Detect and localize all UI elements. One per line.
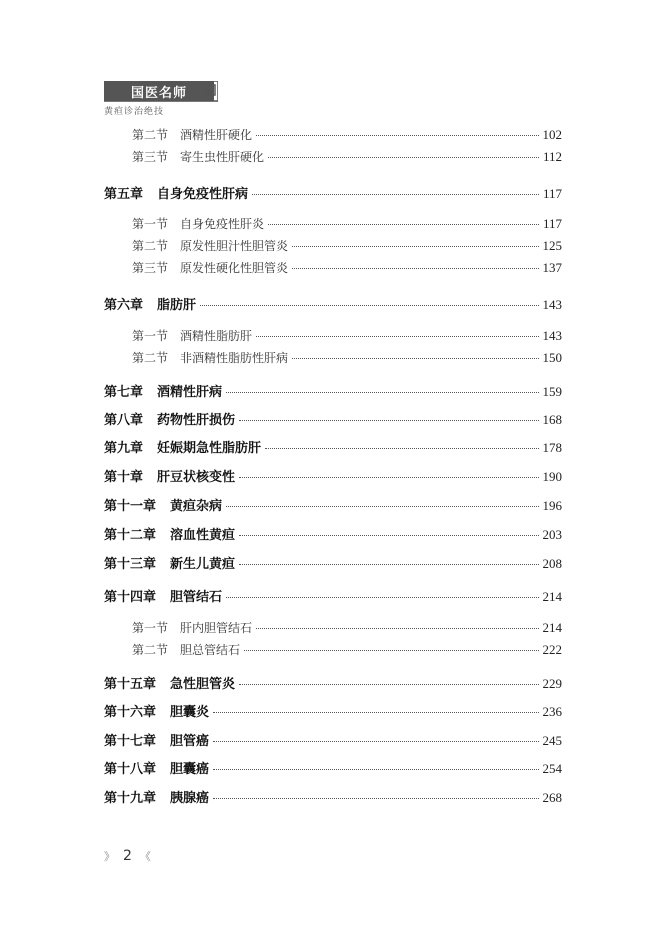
dot-leader [256,135,538,136]
toc-entry-page: 268 [542,790,562,805]
toc-entry-label: 第十章 [104,470,144,485]
header-logo [104,81,214,101]
toc-entry-title: 胆囊炎 [170,705,210,720]
toc-entry-title: 药物性肝损伤 [157,413,236,428]
toc-entry-page: 245 [542,733,562,748]
dot-leader [239,684,538,685]
toc-entry-title: 胆管癌 [170,734,210,749]
dot-leader [256,628,538,629]
toc-entry-label: 第五章 [104,187,144,202]
toc-entry-title: 非酒精性脂肪性肝病 [180,351,289,365]
toc-entry-page: 143 [542,328,562,343]
toc-entry-page: 254 [542,761,562,776]
dot-leader [292,358,538,359]
toc-entry-page: 112 [542,149,562,164]
toc-entry-label: 第三节 [132,150,169,164]
toc-entry-title: 寄生虫性肝硬化 [180,150,265,164]
toc-entry-label: 第十一章 [104,499,157,514]
toc-entry-label: 第二节 [132,128,169,142]
toc-section-entry[interactable] [132,148,562,166]
toc-entry-page: 137 [542,260,562,275]
toc-chapter-entry[interactable] [104,758,562,776]
page-footer [104,848,151,864]
toc-section-entry[interactable] [132,619,562,637]
toc-entry-title: 新生儿黄疸 [170,557,236,572]
toc-entry-page: 125 [542,238,562,253]
toc-chapter-entry[interactable] [104,409,562,427]
toc-entry-label: 第一节 [132,621,169,635]
toc-entry-title: 脂肪肝 [157,298,197,313]
dot-leader [213,741,538,742]
dot-leader [268,224,539,225]
toc-chapter-entry[interactable] [104,466,562,484]
toc-entry-label: 第十七章 [104,734,157,749]
toc-chapter-entry[interactable] [104,787,562,805]
toc-entry-label: 第七章 [104,385,144,400]
dot-leader [226,597,538,598]
footer-right-mark: 《 [139,850,151,863]
header-spiral-ornament [204,81,218,101]
dot-leader [256,336,538,337]
dot-leader [226,392,538,393]
toc-chapter-entry[interactable] [104,381,562,399]
toc-entry-title: 原发性胆汁性胆管炎 [180,239,289,253]
header-rule [104,101,218,102]
toc-entry-label: 第十五章 [104,677,157,692]
toc-entry-title: 妊娠期急性脂肪肝 [157,441,262,456]
toc-entry-page: 117 [542,186,562,201]
toc-entry-title: 肝豆状核变性 [157,470,236,485]
page-number: 2 [123,848,132,864]
toc-entry-title: 自身免疫性肝炎 [180,217,265,231]
toc-chapter-entry[interactable] [104,524,562,542]
footer-left-mark: 》 [104,850,115,863]
toc-entry-page: 159 [542,384,562,399]
toc-entry-page: 208 [542,556,562,571]
dot-leader [239,535,538,536]
toc-chapter-entry[interactable] [104,437,562,455]
toc-entry-label: 第十九章 [104,791,157,806]
dot-leader [226,506,538,507]
dot-leader [213,712,538,713]
dot-leader [265,448,538,449]
toc-entry-label: 第九章 [104,441,144,456]
toc-section-entry[interactable] [132,349,562,367]
toc-section-entry[interactable] [132,126,562,144]
dot-leader [292,246,538,247]
toc-chapter-entry[interactable] [104,701,562,719]
toc-entry-label: 第十八章 [104,762,157,777]
toc-entry-label: 第二节 [132,239,169,253]
toc-entry-label: 第二节 [132,351,169,365]
toc-entry-title: 原发性硬化性胆管炎 [180,261,289,275]
toc-entry-label: 第一节 [132,329,169,343]
toc-entry-page: 102 [542,127,562,142]
dot-leader [239,420,538,421]
toc-chapter-entry[interactable] [104,553,562,571]
toc-entry-page: 117 [542,216,562,231]
dot-leader [292,268,538,269]
toc-entry-title: 胆囊癌 [170,762,210,777]
toc-section-entry[interactable] [132,259,562,277]
toc-section-entry[interactable] [132,327,562,345]
toc-entry-title: 胆管结石 [170,590,223,605]
toc-entry-page: 236 [542,704,562,719]
toc-entry-page: 168 [542,412,562,427]
toc-entry-title: 酒精性脂肪肝 [180,329,253,343]
toc-entry-title: 胆总管结石 [180,643,241,657]
toc-entry-label: 第十三章 [104,557,157,572]
toc-entry-label: 第二节 [132,643,169,657]
toc-chapter-entry[interactable] [104,673,562,691]
toc-entry-title: 急性胆管炎 [170,677,236,692]
toc-section-entry[interactable] [132,641,562,659]
toc-entry-label: 第三节 [132,261,169,275]
toc-entry-page: 214 [542,620,562,635]
toc-entry-page: 196 [542,498,562,513]
toc-entry-label: 第六章 [104,298,144,313]
toc-entry-label: 第八章 [104,413,144,428]
toc-chapter-entry[interactable] [104,730,562,748]
toc-entry-label: 第一节 [132,217,169,231]
toc-section-entry[interactable] [132,237,562,255]
toc-entry-page: 214 [542,589,562,604]
toc-entry-page: 178 [542,440,562,455]
dot-leader [244,650,538,651]
toc-entry-title: 黄疸杂病 [170,499,223,514]
toc-entry-page: 150 [542,350,562,365]
toc-entry-title: 溶血性黄疸 [170,528,236,543]
toc-entry-page: 203 [542,527,562,542]
toc-chapter-entry[interactable] [104,294,562,312]
dot-leader [252,194,539,195]
book-subtitle: 黄疸诊治绝技 [104,107,165,117]
toc-entry-page: 190 [542,469,562,484]
dot-leader [200,305,538,306]
toc-entry-label: 第十六章 [104,705,157,720]
toc-entry-title: 酒精性肝病 [157,385,223,400]
logo-text: 国医名师 [130,85,187,101]
toc-chapter-entry[interactable] [104,495,562,513]
dot-leader [268,157,539,158]
toc-section-entry[interactable] [132,215,562,233]
toc-entry-page: 143 [542,297,562,312]
dot-leader [239,477,538,478]
toc-chapter-entry[interactable] [104,183,562,201]
toc-entry-title: 自身免疫性肝病 [157,187,249,202]
toc-entry-title: 胰腺癌 [170,791,210,806]
toc-entry-title: 肝内胆管结石 [180,621,253,635]
toc-entry-label: 第十四章 [104,590,157,605]
toc-entry-label: 第十二章 [104,528,157,543]
toc-entry-title: 酒精性肝硬化 [180,128,253,142]
toc-entry-page: 229 [542,676,562,691]
dot-leader [213,798,538,799]
dot-leader [213,769,538,770]
dot-leader [239,564,538,565]
toc-chapter-entry[interactable] [104,586,562,604]
toc-entry-page: 222 [542,642,562,657]
